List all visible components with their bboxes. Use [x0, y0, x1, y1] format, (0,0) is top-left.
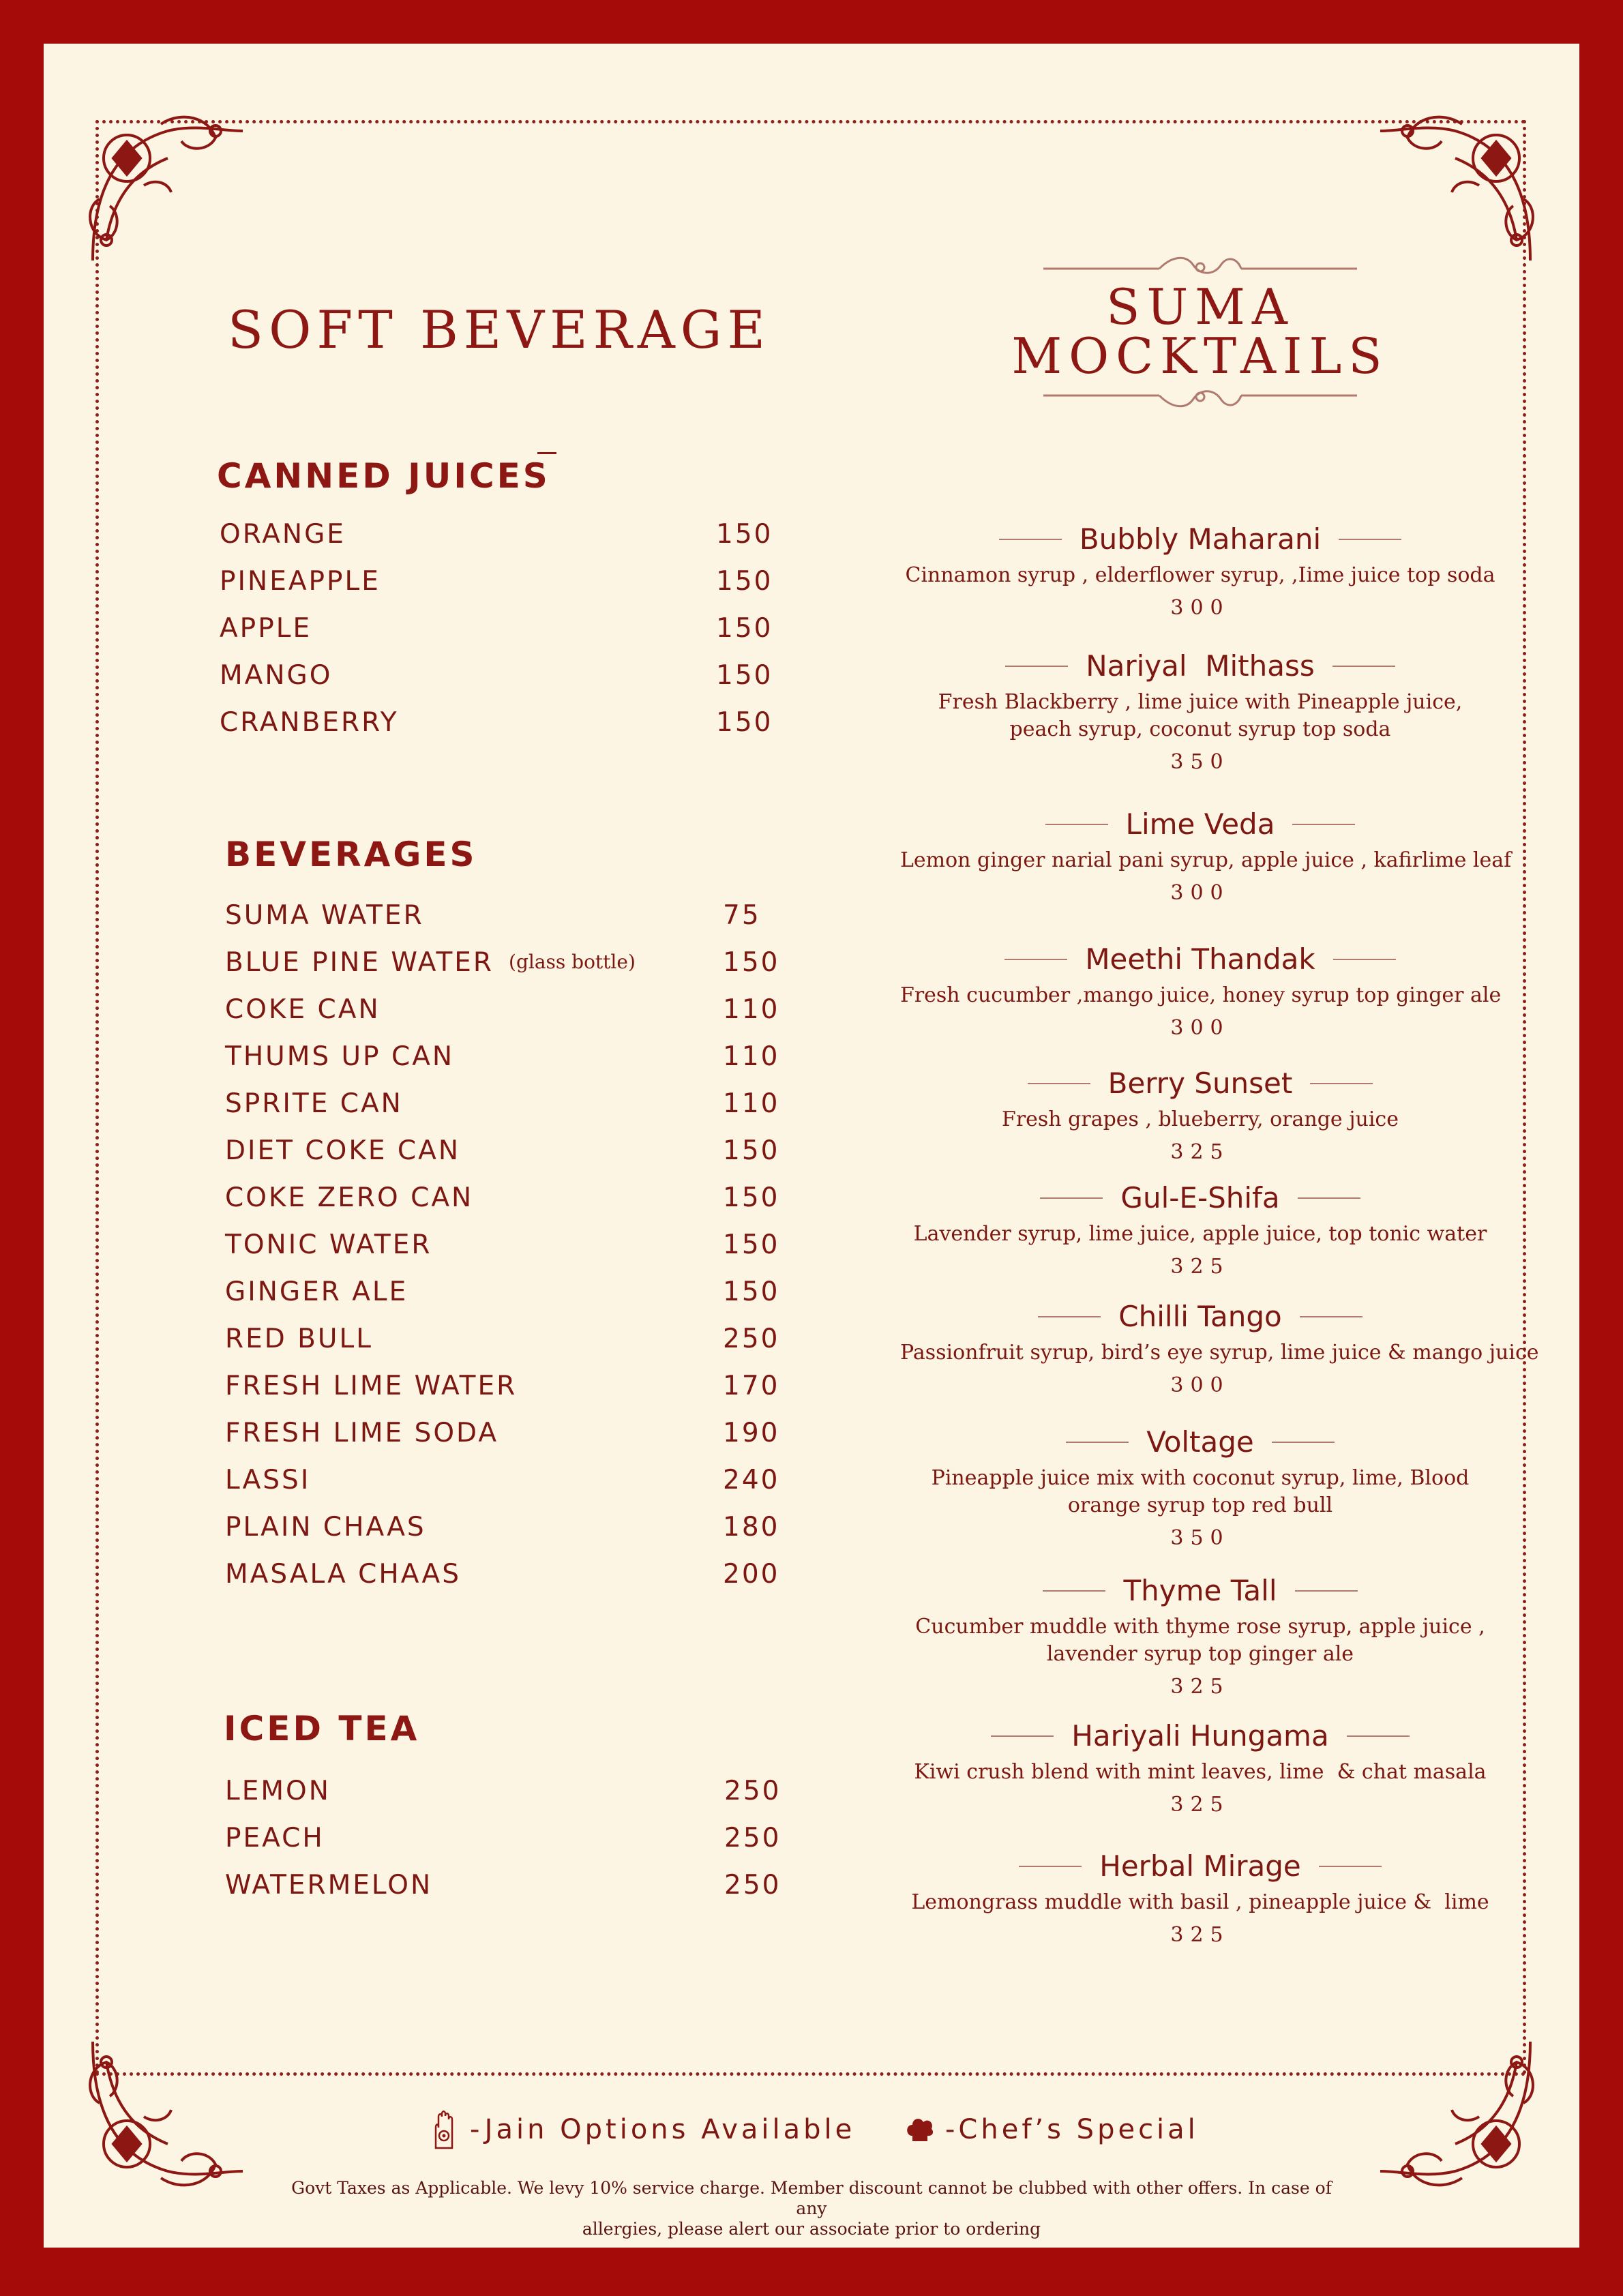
item-name	[225, 994, 381, 1025]
menu-item-row	[225, 1512, 812, 1559]
mocktail-name-text: Herbal Mirage	[1099, 1849, 1301, 1883]
item-name-text: WATERMELON	[225, 1870, 433, 1900]
item-price: 150	[723, 1229, 780, 1260]
item-price: 150	[716, 566, 773, 597]
flourish-icon	[1037, 381, 1364, 415]
soft-beverage-column	[44, 44, 821, 2248]
item-name	[225, 1088, 403, 1119]
item-name	[225, 1229, 432, 1260]
mocktail-item	[821, 1298, 1579, 1399]
item-list	[220, 519, 806, 754]
menu-item-row	[225, 994, 812, 1041]
decorative-line	[1038, 1316, 1101, 1317]
mocktail-description-line: Lavender syrup, lime juice, apple juice, top tonic water	[913, 1222, 1487, 1246]
menu-item-row	[225, 1823, 812, 1870]
item-name-text: THUMS UP CAN	[225, 1041, 455, 1072]
item-name	[220, 613, 312, 644]
flourish-icon	[1037, 248, 1364, 282]
decorative-line	[1310, 1083, 1373, 1084]
decorative-line	[1300, 1316, 1363, 1317]
item-name-text: RED BULL	[225, 1324, 373, 1354]
item-name-text: GINGER ALE	[225, 1277, 408, 1307]
mocktail-price: 325	[1170, 1793, 1230, 1817]
mocktail-name	[1040, 1180, 1360, 1217]
mocktail-description-line: Cinnamon syrup , elderflower syrup, ,Iime juice top soda	[905, 563, 1495, 587]
item-name	[225, 1465, 310, 1495]
iced-tea-section	[44, 1709, 821, 1900]
item-name-text: LEMON	[225, 1776, 331, 1806]
beverages-section	[44, 835, 821, 1590]
mocktail-description-line: lavender syrup top ginger ale	[1046, 1642, 1354, 1666]
decorative-line	[1333, 959, 1396, 960]
mocktail-description	[900, 982, 1500, 1009]
mocktail-item	[821, 521, 1579, 622]
legend-jain	[429, 2110, 855, 2149]
mocktail-description	[900, 1759, 1500, 1786]
legend-jain-label: -Jain Options Available	[470, 2114, 856, 2145]
mocktail-name-text: Hariyali Hungama	[1071, 1719, 1329, 1753]
mocktail-name	[1066, 1424, 1335, 1461]
menu-item-row	[225, 900, 812, 947]
item-name	[225, 1418, 498, 1448]
decorative-line	[1019, 1866, 1082, 1867]
mocktail-description-line: Lemon ginger narial pani syrup, apple juice , kafirlime leaf	[900, 848, 1512, 872]
decorative-line	[1040, 1197, 1103, 1199]
mocktail-name	[1028, 1065, 1373, 1102]
mocktail-name-text: Meethi Thandak	[1085, 942, 1315, 976]
mocktail-name	[991, 1718, 1409, 1755]
decorative-line	[1347, 1735, 1410, 1737]
item-name-text: PEACH	[225, 1823, 325, 1853]
item-price: 250	[724, 1823, 781, 1853]
mocktail-name-text: Berry Sunset	[1107, 1067, 1293, 1100]
item-name	[225, 1041, 454, 1072]
item-price: 250	[723, 1324, 780, 1354]
mocktail-name-text: Thyme Tall	[1123, 1574, 1277, 1607]
item-name	[225, 1776, 331, 1806]
mocktail-name	[1043, 1572, 1357, 1609]
item-note: (glass bottle)	[509, 951, 636, 973]
section-heading: ICED TEA	[224, 1709, 420, 1748]
mocktails-title-block	[821, 248, 1579, 415]
legend-chef	[904, 2110, 1199, 2149]
item-name	[220, 707, 399, 738]
disclaimer-line2: allergies, please alert our associate prior to ordering	[582, 2219, 1041, 2239]
item-name-text: TONIC WATER	[225, 1229, 432, 1260]
item-name	[225, 1870, 432, 1900]
item-price: 150	[716, 519, 773, 550]
decorative-line	[991, 1735, 1054, 1737]
item-price: 110	[723, 994, 780, 1025]
item-name	[225, 1559, 461, 1590]
mocktail-description-line: Fresh cucumber ,mango juice, honey syrup top ginger ale	[900, 983, 1502, 1007]
mocktail-price: 350	[1170, 750, 1230, 774]
menu-item-row	[220, 707, 806, 754]
menu-item-row	[220, 660, 806, 707]
item-name	[225, 1182, 473, 1213]
mocktail-description	[900, 1465, 1500, 1519]
mocktail-description-line: Cucumber muddle with thyme rose syrup, apple juice ,	[915, 1615, 1485, 1639]
mocktail-description	[900, 1339, 1539, 1367]
mocktail-name-text: Nariyal Mithass	[1086, 649, 1315, 683]
mocktail-description-line: Kiwi crush blend with mint leaves, lime & chat masala	[914, 1760, 1487, 1784]
dash-mark	[537, 452, 556, 454]
jain-hand-icon	[429, 2110, 460, 2149]
item-price: 110	[723, 1041, 780, 1072]
mocktail-description-line: orange syrup top red bull	[1067, 1493, 1333, 1517]
menu-item-row	[225, 1229, 812, 1277]
mocktail-description	[900, 689, 1500, 743]
item-name-text: FRESH LIME SODA	[225, 1418, 499, 1448]
item-name	[225, 1135, 460, 1166]
item-price: 150	[723, 1135, 780, 1166]
mocktail-price: 300	[1170, 1373, 1230, 1397]
menu-item-row	[220, 519, 806, 566]
menu-item-row	[225, 1324, 812, 1371]
item-name	[225, 1823, 325, 1853]
decorative-line	[1045, 824, 1108, 825]
item-price: 240	[723, 1465, 780, 1495]
decorative-line	[1332, 666, 1395, 667]
item-name	[220, 519, 346, 550]
disclaimer	[44, 2178, 1579, 2239]
mocktail-price: 325	[1170, 1675, 1230, 1699]
mocktail-description-line: Passionfruit syrup, bird’s eye syrup, lime juice & mango juice	[900, 1341, 1539, 1365]
item-price: 110	[723, 1088, 780, 1119]
item-name-text: ORANGE	[220, 519, 346, 550]
page-title: SOFT BEVERAGE	[228, 299, 771, 360]
item-name	[225, 900, 424, 931]
mocktail-description	[900, 847, 1512, 874]
item-price: 150	[723, 947, 780, 978]
item-name-text: SPRITE CAN	[225, 1088, 403, 1119]
mocktail-name	[999, 521, 1401, 558]
mocktail-description	[900, 562, 1500, 589]
disclaimer-line1: Govt Taxes as Applicable. We levy 10% service charge. Member discount cannot be clubbed with other offers. In case of any	[291, 2178, 1332, 2218]
mocktail-name-text: Lime Veda	[1125, 807, 1275, 841]
item-list	[225, 1776, 812, 1917]
mocktail-description	[900, 1221, 1500, 1248]
item-name	[225, 1277, 408, 1307]
menu-item-row	[225, 1277, 812, 1324]
mocktail-item	[821, 1718, 1579, 1819]
mocktail-item	[821, 1180, 1579, 1281]
mocktail-description-line: Pineapple juice mix with coconut syrup, lime, Blood	[931, 1466, 1470, 1490]
mocktail-item	[821, 1065, 1579, 1166]
mocktail-price: 325	[1170, 1140, 1230, 1164]
item-name	[225, 1371, 517, 1401]
item-price: 150	[716, 613, 773, 644]
item-name	[220, 566, 381, 597]
item-price: 250	[724, 1776, 781, 1806]
mocktail-name	[1038, 1298, 1362, 1335]
menu-item-row	[225, 1182, 812, 1229]
mocktail-item	[821, 1848, 1579, 1949]
item-price: 180	[723, 1512, 780, 1542]
mocktail-name	[1005, 648, 1395, 685]
mocktail-description	[900, 1106, 1500, 1133]
mocktail-item	[821, 1424, 1579, 1552]
mocktail-price: 325	[1170, 1923, 1230, 1947]
mocktail-item	[821, 941, 1579, 1042]
mocktail-description-line: Lemongrass muddle with basil , pineapple juice & lime	[911, 1890, 1489, 1914]
decorative-line	[1295, 1590, 1358, 1592]
section-heading: BEVERAGES	[225, 835, 477, 874]
legend-chef-label: -Chef’s Special	[945, 2114, 1199, 2145]
decorative-line	[1272, 1442, 1335, 1443]
mocktails-column	[821, 44, 1579, 2248]
item-price: 190	[723, 1418, 780, 1448]
menu-item-row	[225, 1776, 812, 1823]
item-price: 75	[723, 900, 761, 931]
section-heading-text: CANNED JUICES	[217, 456, 550, 496]
mocktail-name-text: Chilli Tango	[1118, 1300, 1282, 1333]
mocktail-description-line: Fresh grapes , blueberry, orange juice	[1002, 1107, 1399, 1131]
item-price: 250	[724, 1870, 781, 1900]
item-price: 150	[716, 707, 773, 738]
mocktail-price: 350	[1170, 1526, 1230, 1550]
item-name-text: PINEAPPLE	[220, 566, 381, 597]
mocktail-description	[900, 1889, 1500, 1916]
decorative-line	[1292, 824, 1355, 825]
menu-item-row	[225, 1041, 812, 1088]
decorative-line	[1028, 1083, 1090, 1084]
menu-page	[44, 44, 1579, 2248]
mocktail-price: 300	[1170, 881, 1230, 905]
item-name	[220, 660, 332, 691]
item-list	[225, 900, 812, 1606]
mocktail-name	[1019, 1848, 1382, 1885]
mocktail-item	[821, 1572, 1579, 1701]
decorative-line	[1004, 959, 1067, 960]
canned-juices-section	[44, 456, 821, 738]
item-price: 200	[723, 1559, 780, 1590]
chef-hat-icon	[904, 2110, 936, 2149]
decorative-line	[1043, 1590, 1105, 1592]
item-name-text: LASSI	[225, 1465, 311, 1495]
mocktail-name	[1045, 806, 1356, 843]
item-name-text: COKE ZERO CAN	[225, 1182, 474, 1213]
mocktail-item	[821, 648, 1579, 776]
menu-item-row	[225, 1371, 812, 1418]
menu-item-row	[225, 1465, 812, 1512]
menu-item-row	[220, 613, 806, 660]
mocktail-price: 300	[1170, 596, 1230, 620]
mocktail-name-text: Voltage	[1146, 1425, 1254, 1459]
mocktail-description-line: peach syrup, coconut syrup top soda	[1009, 717, 1391, 741]
item-name-text: CRANBERRY	[220, 707, 399, 738]
mocktail-name	[1004, 941, 1395, 978]
item-name-text: DIET COKE CAN	[225, 1135, 461, 1166]
mocktail-item	[821, 806, 1579, 907]
legend	[44, 2110, 1579, 2158]
item-price: 150	[716, 660, 773, 691]
item-name-text: MASALA CHAAS	[225, 1559, 461, 1590]
decorative-line	[999, 539, 1062, 540]
item-name-text: BLUE PINE WATER	[225, 947, 494, 978]
decorative-line	[1298, 1197, 1360, 1199]
mocktail-name-text: Gul-E-Shifa	[1120, 1181, 1280, 1214]
mocktail-name-text: Bubbly Maharani	[1079, 522, 1322, 556]
menu-item-row	[220, 566, 806, 613]
menu-item-row	[225, 1088, 812, 1135]
item-name-text: COKE CAN	[225, 994, 381, 1025]
item-name-text: FRESH LIME WATER	[225, 1371, 518, 1401]
item-price: 170	[723, 1371, 780, 1401]
item-name	[225, 1512, 426, 1542]
decorative-line	[1339, 539, 1401, 540]
menu-item-row	[225, 1870, 812, 1917]
item-name	[225, 1324, 373, 1354]
decorative-line	[1005, 666, 1068, 667]
item-name-text: PLAIN CHAAS	[225, 1512, 426, 1542]
menu-item-row	[225, 947, 812, 994]
decorative-line	[1319, 1866, 1382, 1867]
item-name-text: MANGO	[220, 660, 333, 691]
mocktail-price: 325	[1170, 1255, 1230, 1279]
mocktails-title-line2: MOCKTAILS	[1011, 327, 1389, 385]
mocktails-title-line1: SUMA	[1106, 278, 1294, 336]
item-name-text: APPLE	[220, 613, 312, 644]
mocktail-price: 300	[1170, 1016, 1230, 1040]
mocktail-description	[900, 1613, 1500, 1668]
decorative-line	[1066, 1442, 1129, 1443]
item-price: 150	[723, 1277, 780, 1307]
menu-item-row	[225, 1418, 812, 1465]
menu-item-row	[225, 1559, 812, 1606]
menu-item-row	[225, 1135, 812, 1182]
mocktail-description-line: Fresh Blackberry , lime juice with Pineapple juice,	[938, 690, 1463, 714]
item-price: 150	[723, 1182, 780, 1213]
item-name	[225, 947, 636, 978]
item-name-text: SUMA WATER	[225, 900, 424, 931]
